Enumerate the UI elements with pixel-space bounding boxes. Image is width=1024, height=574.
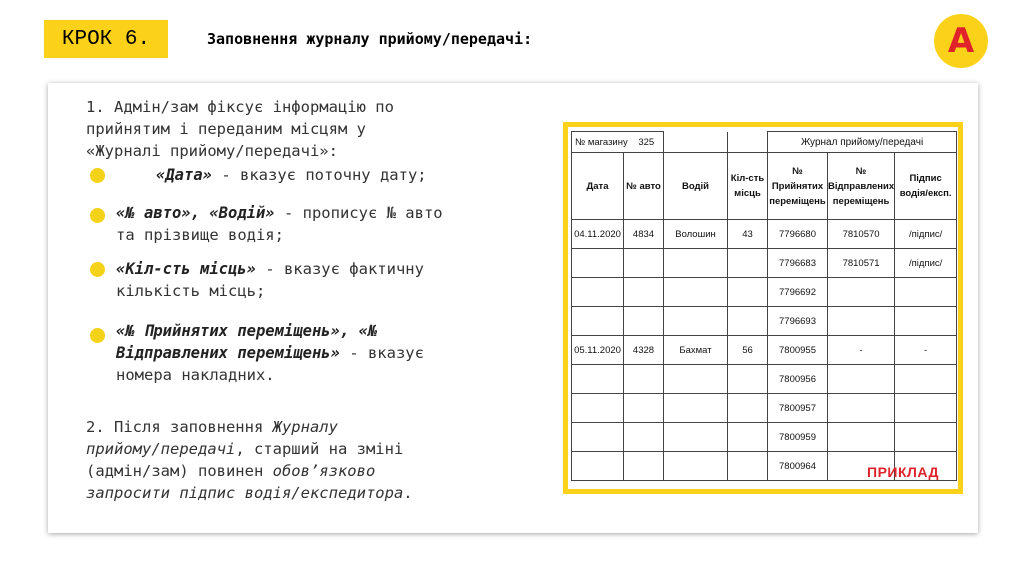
bullet-bold: «Дата» xyxy=(156,166,212,184)
column-header: № Відправлених переміщень xyxy=(828,153,895,220)
table-row xyxy=(572,307,957,336)
table-cell xyxy=(624,423,664,452)
store-number: 325 xyxy=(638,136,655,148)
table-row xyxy=(572,249,957,278)
store-label: № магазину xyxy=(575,136,628,148)
table-row xyxy=(572,423,957,452)
table-cell: 05.11.2020 xyxy=(572,336,624,365)
journal-title: Журнал прийому/передачі xyxy=(768,132,957,153)
table-cell: 7796683 xyxy=(768,249,828,278)
table-cell xyxy=(664,278,728,307)
bullet-bold: «№ Прийнятих переміщень», «№ Відправлених переміщень» xyxy=(116,322,378,362)
table-cell xyxy=(828,278,895,307)
column-header: Дата xyxy=(572,153,624,220)
journal-example-frame xyxy=(563,122,963,494)
column-header: Підпис водія/експ. xyxy=(895,153,957,220)
table-cell xyxy=(895,394,957,423)
bullet-bold: «№ авто», «Водій» xyxy=(116,204,275,222)
table-cell xyxy=(828,365,895,394)
table-cell: 7800956 xyxy=(768,365,828,394)
table-row xyxy=(572,132,957,153)
bullet-bold: «Кіл-сть місць» xyxy=(116,260,256,278)
table-cell: 7796692 xyxy=(768,278,828,307)
table-cell xyxy=(828,423,895,452)
table-cell: 56 xyxy=(728,336,768,365)
table-cell: 7796693 xyxy=(768,307,828,336)
column-header: Кіл-сть місць xyxy=(728,153,768,220)
table-cell: - xyxy=(828,336,895,365)
table-cell: Волошин xyxy=(664,220,728,249)
instruction-paragraph-2: 2. Після заповнення Журналу прийому/передачі, старший на зміні (адмін/зам) повинен обов’язково запросити підпис водія/експедитора. xyxy=(86,418,413,502)
bullet-dot-icon xyxy=(90,262,105,277)
table-cell: 4834 xyxy=(624,220,664,249)
table-row xyxy=(572,336,957,365)
bullet-dot-icon xyxy=(90,328,105,343)
bullet-dot-icon xyxy=(90,168,105,183)
page-title: Заповнення журналу прийому/передачі: xyxy=(207,30,533,48)
table-cell xyxy=(572,365,624,394)
table-cell: 7800957 xyxy=(768,394,828,423)
table-cell xyxy=(828,307,895,336)
bullet-text: - вказує фактичну кількість місць; xyxy=(116,260,424,300)
table-cell: 4328 xyxy=(624,336,664,365)
bullet-text: - прописує № авто та прізвище водія; xyxy=(116,204,443,244)
table-cell xyxy=(728,452,768,481)
table-row xyxy=(572,365,957,394)
instruction-paragraph-1: 1. Адмін/зам фіксує інформацію по прийнятим і переданим місцям у «Журналі прийому/передачі»: xyxy=(86,98,394,160)
table-cell: 7800959 xyxy=(768,423,828,452)
step-badge xyxy=(44,20,168,58)
table-cell xyxy=(624,307,664,336)
table-row xyxy=(572,278,957,307)
table-cell xyxy=(664,423,728,452)
table-cell xyxy=(895,423,957,452)
step-label: КРОК 6. xyxy=(61,27,151,51)
table-cell xyxy=(572,394,624,423)
table-cell xyxy=(572,278,624,307)
table-cell xyxy=(664,249,728,278)
table-row xyxy=(572,220,957,249)
brand-logo xyxy=(934,14,988,68)
table-cell xyxy=(624,365,664,394)
table-cell xyxy=(572,423,624,452)
table-cell xyxy=(624,394,664,423)
table-cell: /підпис/ xyxy=(895,220,957,249)
table-cell: Бахмат xyxy=(664,336,728,365)
table-cell xyxy=(664,365,728,394)
table-cell xyxy=(728,278,768,307)
table-cell: 7796680 xyxy=(768,220,828,249)
table-cell xyxy=(895,307,957,336)
table-cell xyxy=(624,452,664,481)
table-cell xyxy=(728,249,768,278)
table-cell xyxy=(828,394,895,423)
bullet-dot-icon xyxy=(90,208,105,223)
table-cell: /підпис/ xyxy=(895,249,957,278)
column-header: № Прийнятих переміщень xyxy=(768,153,828,220)
bullet-text: - вказує поточну дату; xyxy=(212,166,427,184)
column-header: Водій xyxy=(664,153,728,220)
table-cell xyxy=(728,423,768,452)
table-cell xyxy=(664,394,728,423)
table-cell xyxy=(624,249,664,278)
table-cell: 7810571 xyxy=(828,249,895,278)
table-cell xyxy=(728,394,768,423)
table-cell xyxy=(895,365,957,394)
table-cell xyxy=(728,307,768,336)
example-label: ПРИКЛАД xyxy=(867,464,939,480)
table-header-row xyxy=(572,153,957,220)
journal-table xyxy=(571,131,957,481)
table-cell: - xyxy=(895,336,957,365)
table-cell: 7800955 xyxy=(768,336,828,365)
table-row xyxy=(572,394,957,423)
table-cell xyxy=(624,278,664,307)
bullet-text: - вказує номера накладних. xyxy=(116,344,424,384)
table-cell: 7800964 xyxy=(768,452,828,481)
logo-letter: A xyxy=(947,21,975,61)
table-cell xyxy=(664,307,728,336)
table-cell xyxy=(572,249,624,278)
column-header: № авто xyxy=(624,153,664,220)
table-cell: 04.11.2020 xyxy=(572,220,624,249)
table-cell xyxy=(572,452,624,481)
store-cell xyxy=(572,132,664,153)
table-cell: 7810570 xyxy=(828,220,895,249)
table-cell xyxy=(895,278,957,307)
table-cell: 43 xyxy=(728,220,768,249)
table-cell xyxy=(572,307,624,336)
table-cell xyxy=(728,365,768,394)
table-cell xyxy=(664,452,728,481)
